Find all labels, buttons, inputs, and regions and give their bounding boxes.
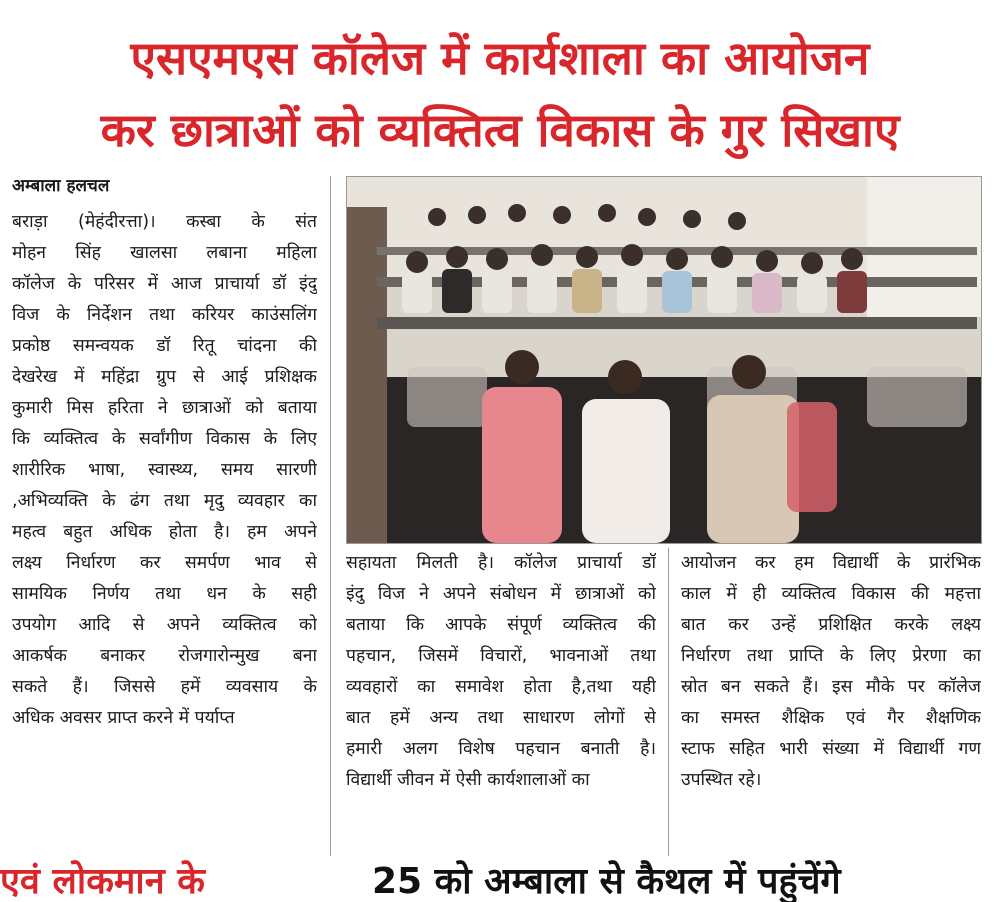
text-line: महत्व बहुत अधिक होता है। हम अपने bbox=[12, 522, 317, 542]
text-line: पहचान, जिसमें विचारों, भावनाओं तथा bbox=[346, 646, 656, 666]
text-line: इंदु विज ने अपने संबोधन में छात्राओं को bbox=[346, 584, 656, 604]
next-headline-fragment-left: एवं लोकमान के bbox=[0, 861, 205, 902]
text-line: सहायता मिलती है। कॉलेज प्राचार्या डॉ bbox=[346, 553, 656, 573]
column-divider-1 bbox=[330, 176, 331, 856]
text-line: ,अभिव्यक्ति के ढंग तथा मृदु व्यवहार का bbox=[12, 491, 317, 511]
article-column-1 bbox=[12, 207, 317, 734]
text-line: आयोजन कर हम विद्यार्थी के प्रारंभिक bbox=[681, 553, 981, 573]
text-line: निर्धारण तथा प्राप्ति के लिए प्रेरणा का bbox=[681, 646, 981, 666]
article-column-2 bbox=[346, 548, 656, 796]
text-line: स्टाफ सहित भारी संख्या में विद्यार्थी गण bbox=[681, 739, 981, 759]
text-line: शारीरिक भाषा, स्वास्थ्य, समय सारणी bbox=[12, 460, 317, 480]
text-line: मोहन सिंह खालसा लबाना महिला bbox=[12, 243, 317, 263]
text-line: देखरेख में महिंद्रा ग्रुप से आई प्रशिक्षक bbox=[12, 367, 317, 387]
article-column-3 bbox=[681, 548, 981, 796]
text-line: काल में ही व्यक्तित्व विकास की महत्ता bbox=[681, 584, 981, 604]
headline-line-1: एसएमएस कॉलेज में कार्यशाला का आयोजन bbox=[130, 31, 870, 85]
text-line: कि व्यक्तित्व के सर्वांगीण विकास के लिए bbox=[12, 429, 317, 449]
text-line: बताया कि आपके संपूर्ण व्यक्तित्व की bbox=[346, 615, 656, 635]
text-line: विज के निर्देशन तथा करियर काउंसलिंग bbox=[12, 305, 317, 325]
text-line: विद्यार्थी जीवन में ऐसी कार्यशालाओं का bbox=[346, 770, 590, 790]
text-line: अधिक अवसर प्राप्त करने में पर्याप्त bbox=[12, 708, 235, 728]
text-line: बात कर उन्हें प्रशिक्षित करके लक्ष्य bbox=[681, 615, 981, 635]
text-line: कॉलेज के परिसर में आज प्राचार्या डॉ इंदु bbox=[12, 274, 317, 294]
text-line: सामयिक निर्णय तथा धन के सही bbox=[12, 584, 317, 604]
event-photo bbox=[346, 176, 982, 544]
text-line: सकते हैं। जिससे हमें व्यवसाय के bbox=[12, 677, 317, 697]
text-line: उपस्थित रहे। bbox=[681, 770, 762, 790]
text-line: बराड़ा (मेहंदीरत्ता)। कस्बा के संत bbox=[12, 212, 317, 232]
text-line: व्यवहारों का समावेश होता है,तथा यही bbox=[346, 677, 656, 697]
text-line: उपयोग आदि से अपने व्यक्तित्व को bbox=[12, 615, 317, 635]
next-headline-fragment-right: 25 को अम्बाला से कैथल में पहुंचेंगे bbox=[372, 861, 841, 902]
byline: अम्बाला हलचल bbox=[12, 176, 110, 196]
text-line: हमारी अलग विशेष पहचान बनाती है। bbox=[346, 739, 656, 759]
text-line: का समस्त शैक्षिक एवं गैर शैक्षणिक bbox=[681, 708, 981, 728]
headline-line-2: कर छात्राओं को व्यक्तित्व विकास के गुर सिखाए bbox=[100, 103, 900, 157]
column-divider-2 bbox=[668, 548, 669, 856]
text-line: स्रोत बन सकते हैं। इस मौके पर कॉलेज bbox=[681, 677, 981, 697]
text-line: लक्ष्य निर्धारण कर समर्पण भाव से bbox=[12, 553, 317, 573]
text-line: बात हमें अन्य तथा साधारण लोगों से bbox=[346, 708, 656, 728]
text-line: आकर्षक बनाकर रोजगारोन्मुख बना bbox=[12, 646, 317, 666]
text-line: कुमारी मिस हरिता ने छात्राओं को बताया bbox=[12, 398, 317, 418]
text-line: प्रकोष्ठ समन्वयक डॉ रितू चांदना की bbox=[12, 336, 317, 356]
